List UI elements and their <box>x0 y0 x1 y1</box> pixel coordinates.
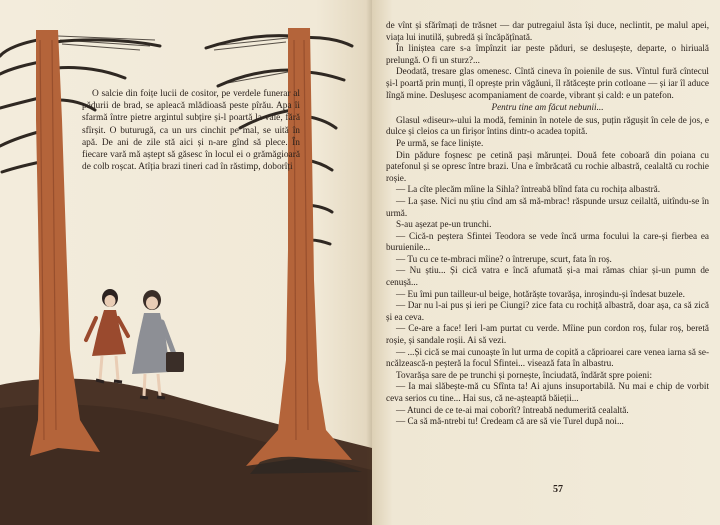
dialogue-line: — Eu îmi pun tailleur-ul beige, hotărăște tovarășa, inroșindu-și îndesat buzele. <box>396 288 685 299</box>
dialogue-line: — La cîte plecăm mîine la Sihla? întreabă blînd fata cu rochița albastră. <box>396 184 661 195</box>
right-page <box>372 0 720 525</box>
dialogue-line: — Cică-n peștera Sfintei Teodora se vede încă urma focului la care-și fierbea ea buruienile... <box>386 230 709 253</box>
paragraph: Tovarășa sare de pe trunchi și pornește, înciudată, îndărăt spre poieni: <box>396 369 653 380</box>
dialogue-line: — Ia mai slăbește-mă cu Sfînta ta! Ai ajuns insuportabilă. Nu mai e chip de vorbit ceva serios cu tine... Hai sus, că ne-așteaptă băieții... <box>386 381 709 403</box>
girl-in-red-dress <box>86 289 128 382</box>
paragraph: În liniștea care s-a împînzit iar peste păduri, se deslușește, departe, o hiriuală prelungă. O fi un sturz?... <box>386 43 709 65</box>
paragraph: Pe urmă, se face liniște. <box>396 137 484 148</box>
dialogue-line: — Nu știu... Și cică vatra e încă afumată și-a mai rămas chiar și-un pumn de cenușă... <box>386 265 709 288</box>
paragraph: de vînt și sfărîmați de trăsnet — dar putregaiul ăsta își duce, neclintit, pe malul apei, viața lui inutilă, șubredă și încăpățînată. <box>386 20 709 42</box>
dialogue-line: — Ca să mă-ntrebi tu! Credeam că are să vie Turel după noi... <box>396 416 624 427</box>
paragraph: Din pădure foșnesc pe cetină pași mărunței. Două fete coboară din poiana cu patefonul și se opresc între brazi. Una e îmbrăcată cu rochie albastră, cealaltă cu rochie roșie. <box>386 149 709 183</box>
left-page-paragraph: O salcie din foițe lucii de cositor, pe verdele funerar al pădurii de brad, se apleacă mlădioasă peste pîrău. Apa îi sfarmă între pietre argintul subțire și-l poartă la vale, fără sfîrșit. O buturugă, ca un urs cinchit pe mal, se uită în apă. De ani de zile stă aici și n-are gînd să plece. În fiecare vară mă aștept să găsesc în locul ei o grămăgioară de colb roșcat. Atîția brazi tineri cad în răstimp, doborîți <box>82 89 300 173</box>
dialogue-line: — ...Și cică se mai cunoaște în lut urma de copită a căprioarei care venea iarna să se-ncălzească-n peșteră la focul Sfintei... visează fata în albastru. <box>386 346 709 369</box>
page-number: 57 <box>553 484 563 495</box>
right-page-text <box>386 20 709 428</box>
paragraph: Glasul «diseur»-ului la modă, feminin în notele de sus, puțin răgușit în cele de jos, e dulce și cleios ca un firișor întins dintr-o acadea topită. <box>386 114 709 137</box>
dialogue-line: — Dar nu l-ai pus și ieri pe Ciungi? zice fata cu rochiță albastră, doar așa, ca să zică și ea ceva. <box>386 300 709 322</box>
paragraph: Deodată, tresare glas omenesc. Cîntă cineva în poienile de sus. Vîntul fură cîntecul și-l poartă prin munți, îl oprește prin văgăuni, îl rătăcește prin cotloane — și iar îl aduce lîngă mine. Deslușesc acompaniament de coarde, vibrant și cald: e un patefon. <box>386 66 709 100</box>
dialogue-line: — Tu cu ce te-mbraci mîine? o întrerupe, scurt, fata în roș. <box>396 253 612 264</box>
dialogue-line: — La șase. Nici nu știu cînd am să mă-mbrac! răspunde ursuz ceilaltă, uitîndu-se în urmă. <box>386 195 709 218</box>
dialogue-line: — Atunci de ce te-ai mai coborît? întreabă nedumerită cealaltă. <box>396 404 629 415</box>
girl-in-blue-dress <box>132 290 184 398</box>
dialogue-line: — Ce-are a face! Ieri l-am purtat cu verde. Mîine pun cordon roș, fular roș, beretă roșie, și sandale roșii. Ai să vezi. <box>386 323 709 346</box>
song-title: Pentru tine am făcut nebunii... <box>491 102 604 113</box>
paragraph: S-au așezat pe-un trunchi. <box>396 219 492 230</box>
